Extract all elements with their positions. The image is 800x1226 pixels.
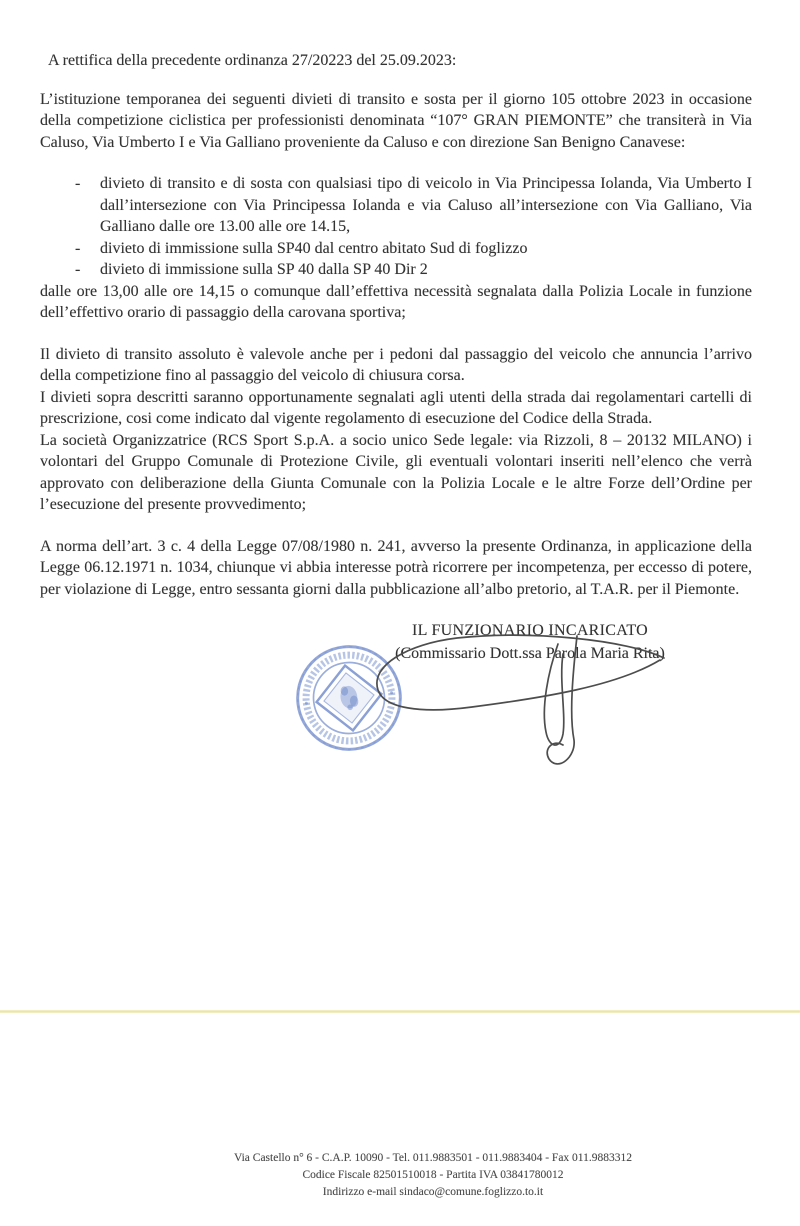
bullet-dash: - — [75, 261, 81, 278]
document-body — [40, 50, 752, 790]
paragraph-hours-clause: dalle ore 13,00 alle ore 14,15 o comunque dall’effettiva necessità segnalata dalla Polizia Locale in funzione dell’effettivo orario di passaggio della carovana sportiva; — [40, 282, 752, 321]
letterhead-footer — [33, 1150, 800, 1201]
list-item — [40, 173, 752, 238]
paragraph-institution-of-bans: L’istituzione temporanea dei seguenti divieti di transito e sosta per il giorno 105 ottobre 2023 in occasione della competizione ciclistica per professionisti denominata “107° GRAN PIEMONTE” che transiterà in Via Caluso, Via Umberto I e Via Galliano proveniente da Caluso e con direzione San Benigno Canavese: — [40, 90, 752, 151]
list-item — [40, 259, 752, 281]
signature-section — [40, 620, 752, 790]
prohibition-list — [40, 173, 752, 281]
bullet-text: divieto di transito e di sosta con qualsiasi tipo di veicolo in Via Principessa Iolanda, Via Umberto I dall’intersezione con Via Principessa Iolanda e via Caluso all’intersezione con Via Galliano, Via Galliano dalle ore 13.00 alle ore 14.15, — [100, 175, 752, 235]
footer-address-line: Via Castello n° 6 - C.A.P. 10090 - Tel. 011.9883501 - 011.9883404 - Fax 011.9883312 — [233, 1152, 633, 1164]
rectification-line: A rettifica della precedente ordinanza 27/20223 del 25.09.2023: — [48, 52, 457, 69]
footer-fiscal-line: Codice Fiscale 82501510018 - Partita IVA 03841780012 — [302, 1169, 564, 1181]
paragraph-organizer: La società Organizzatrice (RCS Sport S.p.A. a socio unico Sede legale: via Rizzoli, 8 – 20132 MILANO) i volontari del Gruppo Comunale di Protezione Civile, gli eventuali volontari inseriti nell’elenco che verrà approvato con deliberazione della Giunta Comunale con la Polizia Locale e le altre Forze dell’Ordine per l’esecuzione del presente provvedimento; — [40, 431, 752, 513]
bullet-text: divieto di immissione sulla SP40 dal centro abitato Sud di foglizzo — [100, 239, 528, 257]
footer-email-line: Indirizzo e-mail sindaco@comune.foglizzo.to.it — [322, 1186, 544, 1198]
handwritten-signature-icon — [362, 628, 682, 778]
paragraph-signage: I divieti sopra descritti saranno opportunamente segnalati agli utenti della strada dai regolamentari cartelli di prescrizione, cosi come indicato dal vigente regolamento di esecuzione del Codice della Strada. — [40, 388, 752, 427]
yellow-divider-line — [0, 1010, 800, 1013]
paragraph-pedestrian-ban: Il divieto di transito assoluto è valevole anche per i pedoni dal passaggio del veicolo che annuncia l’arrivo della competizione fino al passaggio del veicolo di chiusura corsa. — [40, 345, 752, 384]
list-item — [40, 238, 752, 260]
bullet-text: divieto di immissione sulla SP 40 dalla SP 40 Dir 2 — [100, 261, 428, 278]
bullet-dash: - — [75, 239, 81, 257]
paragraph-appeal-rights: A norma dell’art. 3 c. 4 della Legge 07/08/1980 n. 241, avverso la presente Ordinanza, in applicazione della Legge 06.12.1971 n. 1034, chiunque vi abbia interesse potrà ricorrere per incompetenza, per eccesso di potere, per violazione di Legge, entro sessanta giorni dalla pubblicazione all’albo pretorio, al T.A.R. per il Piemonte. — [40, 537, 752, 598]
bullet-dash: - — [75, 175, 81, 192]
signer-name: (Commissario Dott.ssa Parola Maria Rita) — [395, 644, 665, 662]
signer-title: IL FUNZIONARIO INCARICATO — [412, 622, 648, 639]
